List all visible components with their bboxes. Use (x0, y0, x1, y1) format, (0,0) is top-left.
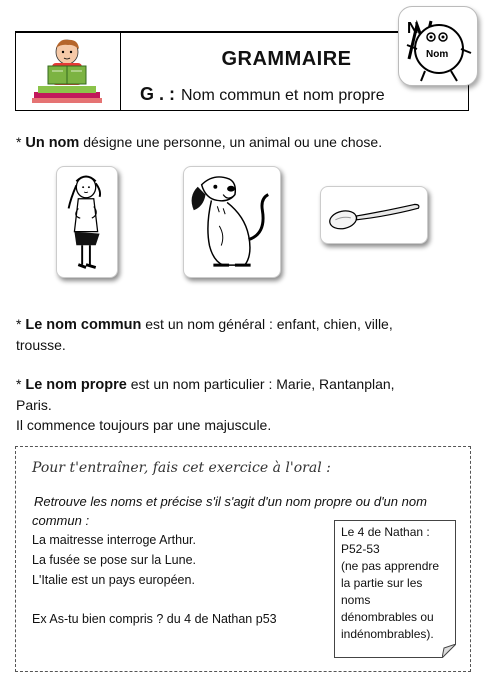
lesson-title: Nom commun et nom propre (181, 87, 385, 104)
lesson-code: G . : (140, 84, 175, 104)
note-line: noms (341, 593, 371, 607)
exercise-reference: Ex As-tu bien compris ? du 4 de Nathan p53 (32, 612, 277, 626)
header-divider (120, 31, 121, 111)
definition-un-nom (16, 132, 382, 153)
spoon-picture (320, 186, 428, 244)
bullet: * (16, 316, 26, 332)
svg-text:N: N (407, 20, 419, 37)
girl-picture (56, 166, 118, 278)
definition-nom-propre (16, 374, 476, 435)
term-nom-propre: Le nom propre (25, 377, 127, 393)
exercise-sentence: L'Italie est un pays européen. (32, 573, 195, 587)
note-line: indénombrables). (341, 627, 434, 641)
exercise-instruction-end: commun : (32, 513, 90, 528)
definition-text: est un nom particulier : Marie, Rantanplan, (126, 376, 395, 392)
definition-nom-commun (16, 314, 476, 355)
definition-text: trousse. (16, 337, 66, 353)
page-subtitle (140, 84, 385, 105)
dog-picture (183, 166, 281, 278)
mascot-label: Nom (426, 49, 449, 60)
note-line: (ne pas apprendre (341, 559, 440, 573)
nathan-note (334, 520, 456, 658)
bullet: * (16, 376, 26, 392)
note-line: la partie sur les (341, 576, 423, 590)
definition-text: Paris. (16, 397, 52, 413)
definition-rule: Il commence toujours par une majuscule. (16, 417, 272, 433)
note-line: Le 4 de Nathan : (341, 525, 430, 539)
note-line: P52-53 (341, 542, 380, 556)
note-line: dénombrables ou (341, 610, 434, 624)
exercise-instruction: Retrouve les noms et précise s'il s'agit d'un nom propre ou d'un nom (34, 494, 427, 509)
exercise-heading: Pour t'entraîner, fais cet exercice à l'oral : (32, 460, 331, 476)
definition-text: est un nom général : enfant, chien, ville, (141, 316, 393, 332)
reading-boy-icon (28, 36, 106, 104)
page-title: GRAMMAIRE (221, 48, 352, 70)
term-nom-commun: Le nom commun (25, 317, 142, 333)
exercise-sentence: La maitresse interroge Arthur. (32, 533, 196, 547)
definition-text: désigne une personne, un animal ou une chose. (79, 134, 383, 150)
exercise-sentence: La fusée se pose sur la Lune. (32, 553, 197, 567)
term-un-nom: Un nom (25, 135, 80, 151)
page-fold-icon (442, 644, 456, 658)
mascot-nom-icon (398, 6, 478, 86)
bullet: * (16, 134, 26, 150)
